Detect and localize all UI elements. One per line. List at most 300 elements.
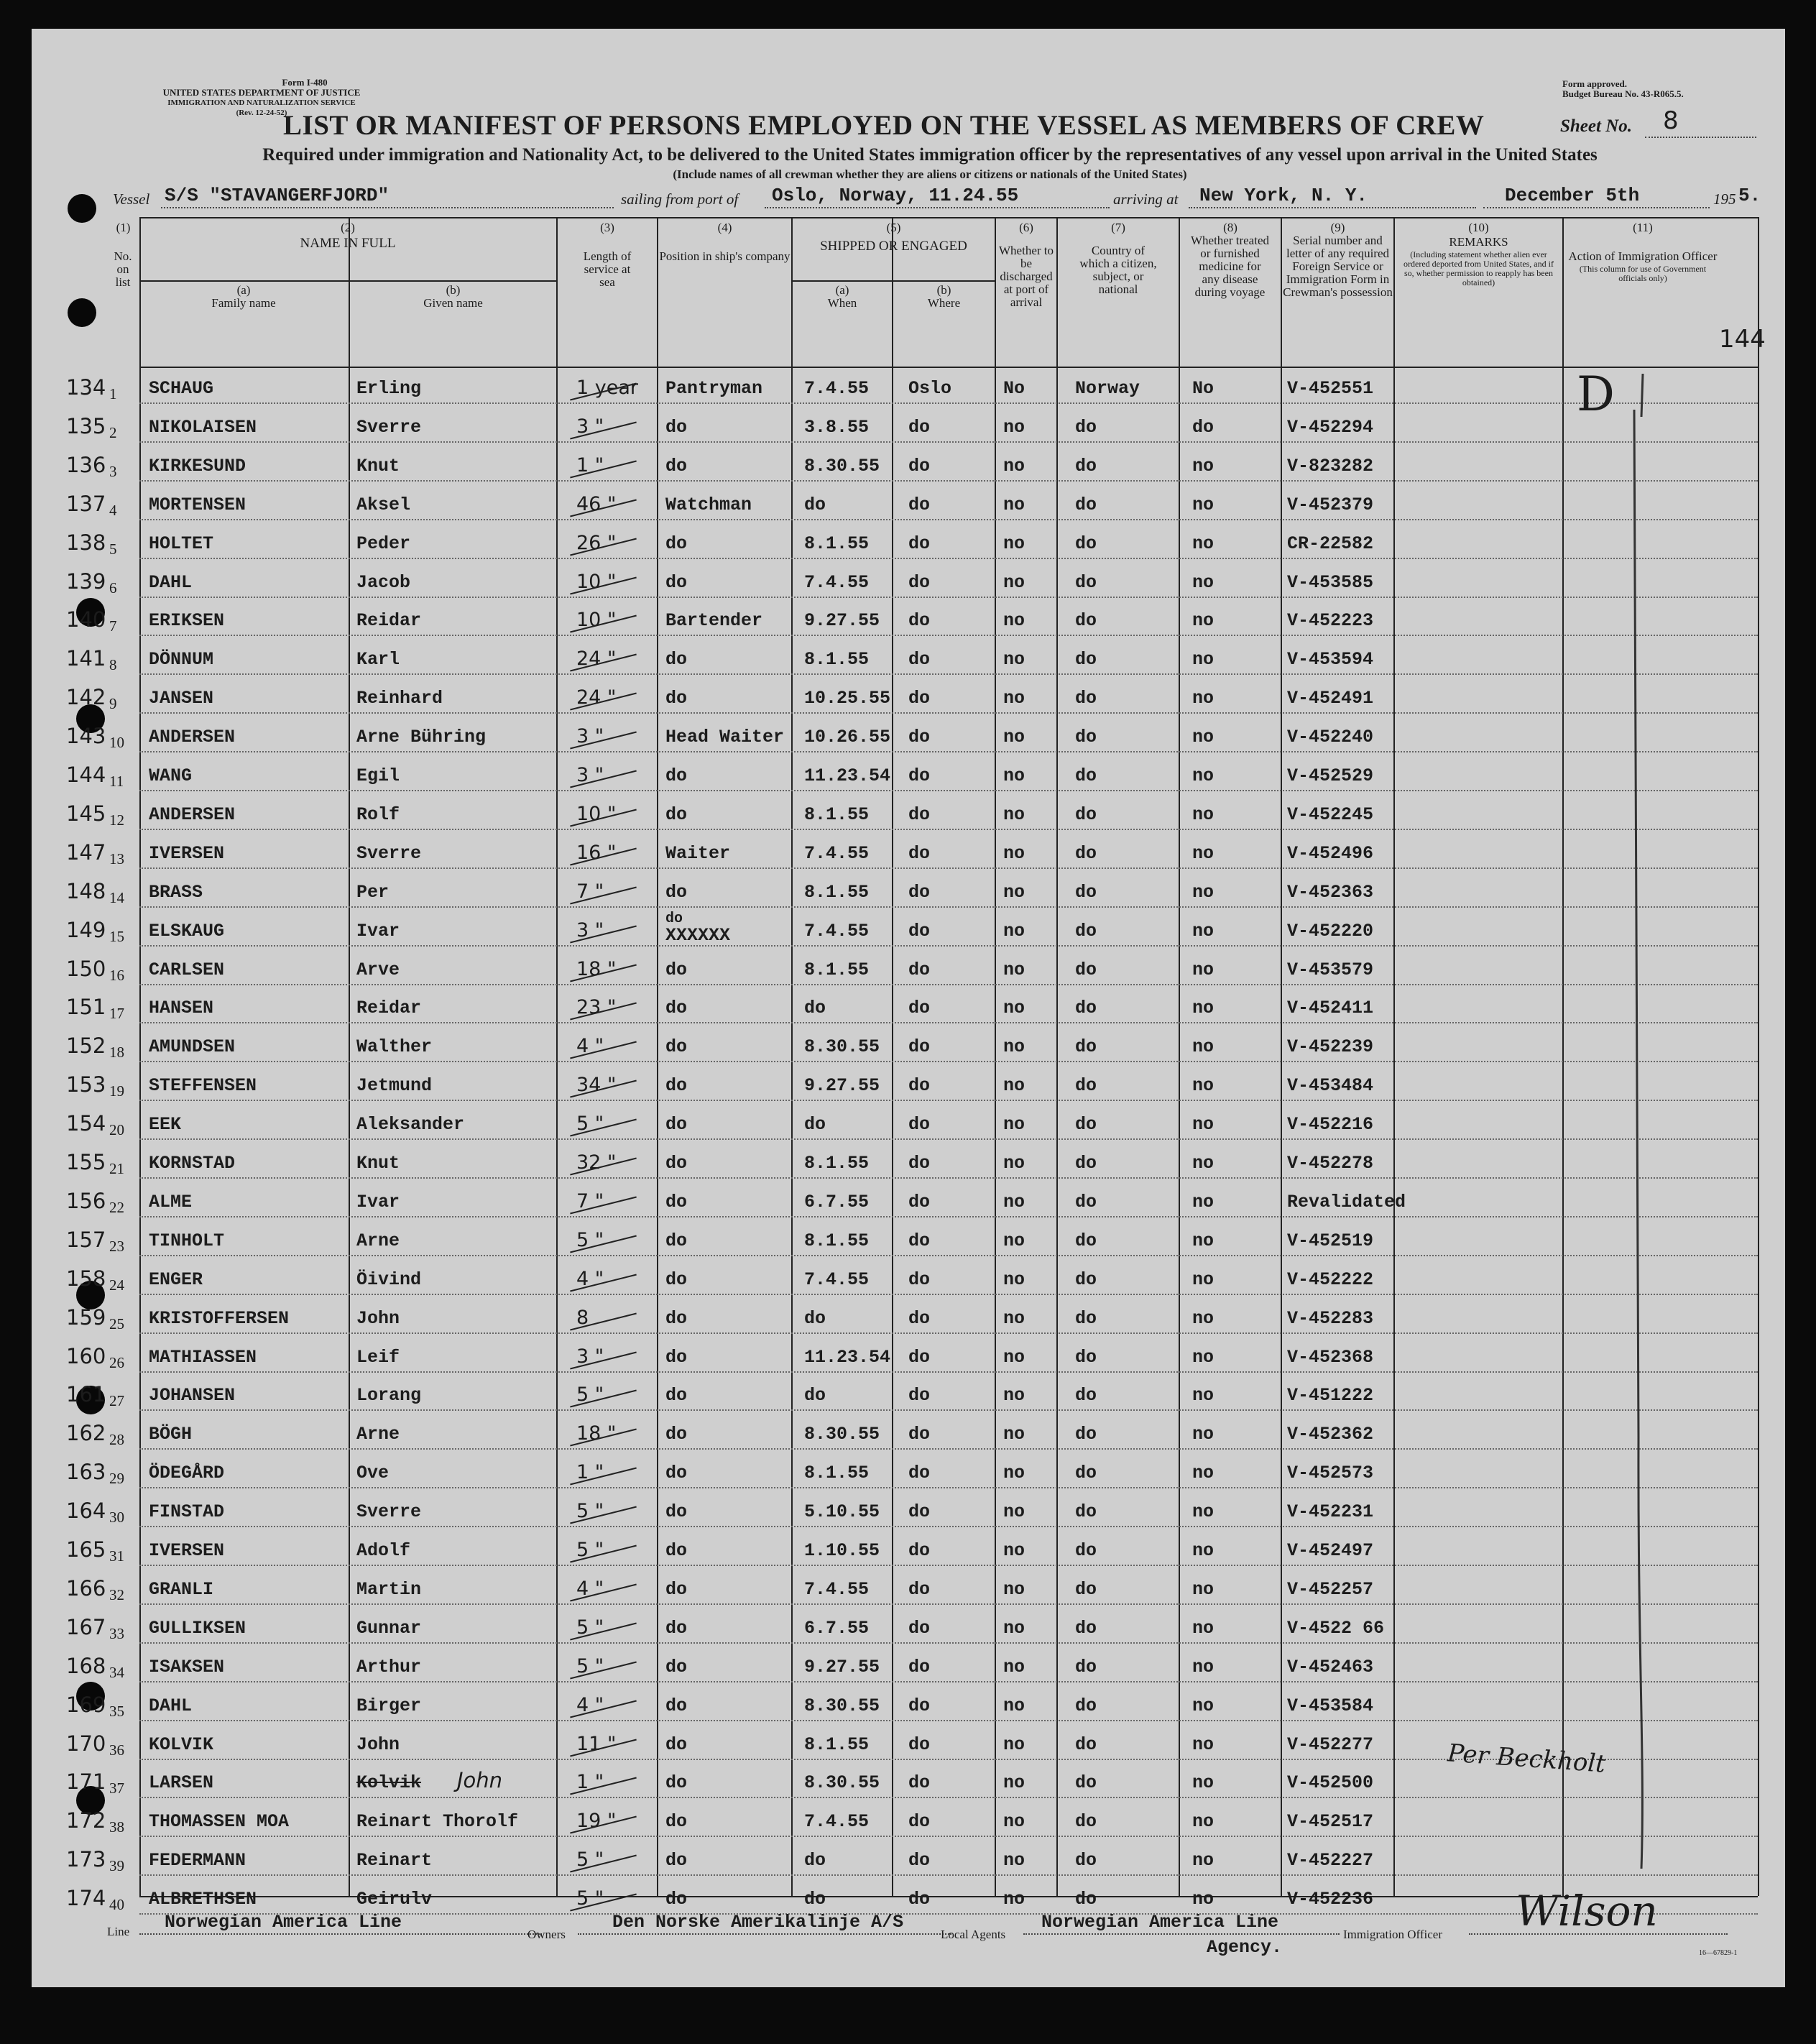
serial-number: V-452463 xyxy=(1287,1656,1374,1677)
engaged-when: do xyxy=(804,1889,826,1910)
row-rule xyxy=(139,867,1758,869)
discharged-at-port: no xyxy=(1003,1153,1025,1174)
length-of-service: 1 year xyxy=(576,377,638,399)
position-in-company: Head Waiter xyxy=(665,727,785,748)
engaged-where: do xyxy=(908,1036,931,1058)
engaged-when: 8.30.55 xyxy=(804,1424,880,1445)
discharged-at-port: no xyxy=(1003,1501,1025,1523)
col11-header: (11) Action of Immigration Officer (This column for use of Government officials only) xyxy=(1568,221,1718,283)
treated-during-voyage: no xyxy=(1192,1307,1214,1329)
length-of-service: 3 " xyxy=(576,919,604,942)
given-name: Birger xyxy=(356,1695,422,1716)
engaged-where: do xyxy=(908,455,931,477)
engaged-when: do xyxy=(804,1114,826,1136)
list-number: 25 xyxy=(109,1315,124,1332)
citizenship-country: do xyxy=(1075,1656,1097,1677)
treated-during-voyage: no xyxy=(1192,1734,1214,1755)
family-name: MATHIASSEN xyxy=(149,1346,257,1368)
list-number: 5 xyxy=(109,540,117,558)
discharged-at-port: no xyxy=(1003,1191,1025,1212)
citizenship-country: do xyxy=(1075,416,1097,438)
engaged-where: do xyxy=(908,1269,931,1290)
list-number: 4 xyxy=(109,501,117,519)
citizenship-country: do xyxy=(1075,533,1097,554)
list-number: 24 xyxy=(109,1276,124,1294)
handwritten-list-number: 144 xyxy=(66,763,106,787)
family-name: FEDERMANN xyxy=(149,1850,246,1872)
position-in-company: Pantryman xyxy=(665,378,763,399)
position-in-company: do xyxy=(665,1578,688,1600)
given-name: Kolvik xyxy=(356,1772,422,1794)
engaged-when: 8.30.55 xyxy=(804,1036,880,1058)
row-rule xyxy=(139,673,1758,675)
given-name: Jetmund xyxy=(356,1075,433,1097)
family-name: ANDERSEN xyxy=(149,727,236,748)
list-number: 35 xyxy=(109,1702,124,1720)
citizenship-country: do xyxy=(1075,1578,1097,1600)
engaged-where: do xyxy=(908,494,931,515)
list-number: 18 xyxy=(109,1044,124,1062)
discharged-at-port: no xyxy=(1003,881,1025,903)
col5a-header: (a) When xyxy=(827,283,857,310)
position-in-company: do xyxy=(665,688,688,709)
position-in-company: do xyxy=(665,1501,688,1523)
department-name: UNITED STATES DEPARTMENT OF JUSTICE xyxy=(162,87,361,98)
length-of-service: 11 " xyxy=(576,1732,617,1755)
list-number: 8 xyxy=(109,656,117,674)
position-in-company: do xyxy=(665,998,688,1019)
serial-number: V-452227 xyxy=(1287,1850,1374,1872)
given-name: Leif xyxy=(356,1346,400,1368)
column-divider xyxy=(349,217,350,1896)
family-name: ÖDEGÅRD xyxy=(149,1463,225,1484)
discharged-at-port: no xyxy=(1003,1811,1025,1833)
column-divider xyxy=(1056,217,1058,1896)
citizenship-country: do xyxy=(1075,1501,1097,1523)
engaged-where: do xyxy=(908,1617,931,1639)
length-of-service: 1 " xyxy=(576,454,604,477)
position-in-company: do xyxy=(665,1850,688,1872)
citizenship-country: do xyxy=(1075,1114,1097,1136)
discharged-at-port: No xyxy=(1003,378,1025,399)
discharged-at-port: no xyxy=(1003,533,1025,554)
engaged-where: do xyxy=(908,1811,931,1833)
agency-value: Agency. xyxy=(1207,1937,1283,1958)
row-rule xyxy=(139,1836,1758,1837)
length-of-service: 24 " xyxy=(576,686,617,709)
serial-number: V-452278 xyxy=(1287,1153,1374,1174)
position-in-company: do xyxy=(665,1811,688,1833)
family-name: ERIKSEN xyxy=(149,610,225,632)
family-name: BRASS xyxy=(149,881,203,903)
citizenship-country: do xyxy=(1075,1850,1097,1872)
citizenship-country: do xyxy=(1075,455,1097,477)
treated-during-voyage: no xyxy=(1192,1889,1214,1910)
row-rule xyxy=(139,1448,1758,1450)
treated-during-voyage: no xyxy=(1192,959,1214,980)
engaged-where: do xyxy=(908,1850,931,1872)
vessel-name: S/S "STAVANGERFJORD" xyxy=(165,185,390,206)
treated-during-voyage: no xyxy=(1192,1075,1214,1097)
serial-number: V-452223 xyxy=(1287,610,1374,632)
list-number: 23 xyxy=(109,1237,124,1255)
list-number: 10 xyxy=(109,734,124,752)
citizenship-country: do xyxy=(1075,1772,1097,1794)
position-in-company: do xyxy=(665,959,688,980)
family-name: WANG xyxy=(149,765,193,786)
discharged-at-port: no xyxy=(1003,1385,1025,1407)
handwritten-list-number: 170 xyxy=(66,1731,106,1756)
engaged-when: 8.30.55 xyxy=(804,455,880,477)
serial-number: V-452529 xyxy=(1287,765,1374,786)
list-number: 38 xyxy=(109,1818,124,1836)
sheet-label: Sheet No. xyxy=(1560,116,1632,136)
handwritten-list-number: 141 xyxy=(66,646,106,671)
serial-number: V-452245 xyxy=(1287,804,1374,825)
engaged-when: 9.27.55 xyxy=(804,610,880,632)
serial-number: V-452236 xyxy=(1287,1889,1374,1910)
length-of-service: 5 " xyxy=(576,1887,604,1910)
row-rule xyxy=(139,945,1758,947)
row-rule xyxy=(139,984,1758,985)
handwritten-list-number: 148 xyxy=(66,878,106,903)
family-name: ELSKAUG xyxy=(149,920,225,942)
treated-during-voyage: no xyxy=(1192,804,1214,825)
length-of-service: 5 " xyxy=(576,1654,604,1677)
serial-number: V-451222 xyxy=(1287,1385,1374,1407)
col3-header: (3) Length of service at sea xyxy=(583,221,632,289)
treated-during-voyage: no xyxy=(1192,881,1214,903)
handwritten-list-number: 155 xyxy=(66,1150,106,1174)
family-name: JANSEN xyxy=(149,688,214,709)
officer-field xyxy=(1469,1933,1728,1935)
discharged-at-port: no xyxy=(1003,494,1025,515)
treated-during-voyage: no xyxy=(1192,1695,1214,1716)
engaged-when: 8.1.55 xyxy=(804,804,870,825)
engaged-when: 8.1.55 xyxy=(804,1463,870,1484)
given-name: Aksel xyxy=(356,494,411,515)
row-rule xyxy=(139,1138,1758,1140)
position-in-company: do xyxy=(665,1269,688,1290)
engaged-when: 7.4.55 xyxy=(804,1269,870,1290)
citizenship-country: do xyxy=(1075,1463,1097,1484)
treated-during-voyage: no xyxy=(1192,1772,1214,1794)
family-name: FINSTAD xyxy=(149,1501,225,1523)
family-name: STEFFENSEN xyxy=(149,1075,257,1097)
position-in-company: do xyxy=(665,1540,688,1561)
position-in-company: do xyxy=(665,1346,688,1368)
col1-header: (1) No. on list xyxy=(114,221,132,289)
family-name: DAHL xyxy=(149,571,193,593)
list-number: 9 xyxy=(109,695,117,713)
row-rule xyxy=(139,712,1758,714)
handwritten-list-number: 147 xyxy=(66,839,106,865)
length-of-service: 1 " xyxy=(576,1461,604,1484)
family-name: JOHANSEN xyxy=(149,1385,236,1407)
row-rule xyxy=(139,829,1758,830)
citizenship-country: do xyxy=(1075,804,1097,825)
discharged-at-port: no xyxy=(1003,688,1025,709)
length-of-service: 4 " xyxy=(576,1693,604,1716)
engaged-where: do xyxy=(908,804,931,825)
list-number: 17 xyxy=(109,1005,124,1023)
handwritten-list-number: 135 xyxy=(66,413,106,438)
family-name: KIRKESUND xyxy=(149,455,246,477)
year-suffix: 5. xyxy=(1738,185,1761,206)
family-name: IVERSEN xyxy=(149,842,225,864)
handwritten-list-number: 150 xyxy=(66,956,106,981)
citizenship-country: do xyxy=(1075,920,1097,942)
column-divider xyxy=(1179,217,1180,1896)
row-rule xyxy=(139,1022,1758,1023)
engaged-when: 3.8.55 xyxy=(804,416,870,438)
family-name: AMUNDSEN xyxy=(149,1036,236,1058)
discharged-at-port: no xyxy=(1003,1772,1025,1794)
treated-during-voyage: no xyxy=(1192,1036,1214,1058)
col10-header: (10) REMARKS (Including statement whether alien ever ordered deported from United States, and if so, whether permission to reapply has been obtained) xyxy=(1404,221,1554,287)
given-name: John xyxy=(356,1307,400,1329)
list-number: 21 xyxy=(109,1160,124,1177)
discharged-at-port: no xyxy=(1003,1463,1025,1484)
engaged-where: do xyxy=(908,1075,931,1097)
discharged-at-port: no xyxy=(1003,1230,1025,1251)
given-name: Gunnar xyxy=(356,1617,422,1639)
serial-number: V-452277 xyxy=(1287,1734,1374,1755)
citizenship-country: do xyxy=(1075,494,1097,515)
given-name: John xyxy=(356,1734,400,1755)
position-in-company: Bartender xyxy=(665,610,763,632)
treated-during-voyage: no xyxy=(1192,1850,1214,1872)
engaged-when: 8.30.55 xyxy=(804,1772,880,1794)
family-name: DAHL xyxy=(149,1695,193,1716)
list-number: 1 xyxy=(109,385,117,402)
treated-during-voyage: no xyxy=(1192,1811,1214,1833)
serial-number: V-452517 xyxy=(1287,1811,1374,1833)
treated-during-voyage: no xyxy=(1192,494,1214,515)
family-name: THOMASSEN MOA xyxy=(149,1811,290,1833)
discharged-at-port: no xyxy=(1003,959,1025,980)
col2b-header: (b) Given name xyxy=(423,283,483,310)
list-number: 3 xyxy=(109,462,117,480)
serial-number: V-452519 xyxy=(1287,1230,1374,1251)
line-field xyxy=(139,1933,542,1935)
length-of-service: 4 " xyxy=(576,1577,604,1600)
list-number: 22 xyxy=(109,1198,124,1216)
handwritten-list-number: 171 xyxy=(66,1769,106,1795)
column-divider xyxy=(892,217,893,1896)
vessel-label: Vessel xyxy=(113,190,150,208)
discharged-at-port: no xyxy=(1003,1578,1025,1600)
given-name: Arne xyxy=(356,1230,400,1251)
sheet-number: 8 xyxy=(1663,106,1679,135)
list-number: 12 xyxy=(109,811,124,829)
page-subtitle-note: (Include names of all crewman whether they are aliens or citizens or nationals of the United States) xyxy=(673,167,1187,181)
list-number: 39 xyxy=(109,1857,124,1875)
column-divider xyxy=(657,217,658,1896)
length-of-service: 5 " xyxy=(576,1616,604,1639)
discharged-at-port: no xyxy=(1003,1075,1025,1097)
position-in-company: do xyxy=(665,1734,688,1755)
handwritten-count: 144 xyxy=(1719,325,1766,354)
given-name: Adolf xyxy=(356,1540,411,1561)
family-name: ENGER xyxy=(149,1269,203,1290)
engaged-when: 9.27.55 xyxy=(804,1075,880,1097)
discharged-at-port: no xyxy=(1003,998,1025,1019)
row-rule xyxy=(139,1874,1758,1876)
discharged-at-port: no xyxy=(1003,1114,1025,1136)
treated-during-voyage: no xyxy=(1192,610,1214,632)
discharged-at-port: no xyxy=(1003,1346,1025,1368)
handwritten-list-number: 142 xyxy=(66,685,106,710)
citizenship-country: do xyxy=(1075,998,1097,1019)
engaged-where: do xyxy=(908,1501,931,1523)
length-of-service: 10 " xyxy=(576,570,617,593)
sailing-port: Oslo, Norway, 11.24.55 xyxy=(772,185,1019,206)
citizenship-country: do xyxy=(1075,765,1097,786)
position-in-company: do xyxy=(665,1656,688,1677)
given-name: Ove xyxy=(356,1463,390,1484)
given-name: Knut xyxy=(356,455,400,477)
discharged-at-port: no xyxy=(1003,1734,1025,1755)
treated-during-voyage: No xyxy=(1192,378,1214,399)
given-name: Karl xyxy=(356,649,400,671)
serial-number: V-452240 xyxy=(1287,727,1374,748)
handwritten-list-number: 163 xyxy=(66,1460,106,1485)
page-title: LIST OR MANIFEST OF PERSONS EMPLOYED ON THE VESSEL AS MEMBERS OF CREW xyxy=(283,110,1485,141)
serial-number: V-823282 xyxy=(1287,455,1374,477)
citizenship-country: do xyxy=(1075,1385,1097,1407)
citizenship-country: do xyxy=(1075,1230,1097,1251)
row-rule xyxy=(139,635,1758,636)
struck-position: XXXXXX xyxy=(665,924,731,946)
engaged-when: 8.1.55 xyxy=(804,1734,870,1755)
print-code: 16—67829-1 xyxy=(1699,1949,1738,1957)
col8-header: (8) Whether treated or furnished medicine for any disease during voyage xyxy=(1190,221,1269,299)
engaged-where: Oslo xyxy=(908,378,952,399)
row-rule xyxy=(139,1720,1758,1721)
treated-during-voyage: no xyxy=(1192,1114,1214,1136)
given-name: Erling xyxy=(356,378,422,399)
page-subtitle: Required under immigration and Nationality Act, to be delivered to the United States immigration officer by the representatives of any vessel upon arrival in the United States xyxy=(262,145,1598,165)
row-rule xyxy=(139,1487,1758,1488)
agents-field xyxy=(1023,1933,1340,1935)
engaged-where: do xyxy=(908,571,931,593)
position-in-company: do xyxy=(665,1695,688,1716)
position-in-company: do xyxy=(665,1463,688,1484)
position-in-company: do xyxy=(665,1114,688,1136)
discharged-at-port: no xyxy=(1003,1617,1025,1639)
handwritten-list-number: 164 xyxy=(66,1499,106,1524)
given-name: Reinart xyxy=(356,1850,433,1872)
col6-header: (6) Whether to be discharged at port of arrival xyxy=(999,221,1054,309)
row-rule xyxy=(139,1216,1758,1217)
row-rule xyxy=(139,480,1758,482)
given-name: Arne xyxy=(356,1424,400,1445)
treated-during-voyage: no xyxy=(1192,1617,1214,1639)
engaged-where: do xyxy=(908,1656,931,1677)
engaged-when: 7.4.55 xyxy=(804,842,870,864)
citizenship-country: do xyxy=(1075,1695,1097,1716)
handwritten-list-number: 143 xyxy=(66,724,106,749)
engaged-when: do xyxy=(804,1307,826,1329)
citizenship-country: do xyxy=(1075,1346,1097,1368)
handwritten-mark: D xyxy=(1577,367,1615,422)
serial-number: V-452294 xyxy=(1287,416,1374,438)
position-in-company: Waiter xyxy=(665,842,731,864)
remark-signature: Per Beckholt xyxy=(1446,1739,1607,1779)
engaged-when: 8.30.55 xyxy=(804,1695,880,1716)
engaged-when: 8.1.55 xyxy=(804,533,870,554)
family-name: ANDERSEN xyxy=(149,804,236,825)
length-of-service: 19 " xyxy=(576,1810,617,1833)
row-rule xyxy=(139,1332,1758,1334)
row-rule xyxy=(139,402,1758,404)
handwritten-list-number: 153 xyxy=(66,1072,106,1097)
column-divider xyxy=(791,217,793,1896)
serial-number: CR-22582 xyxy=(1287,533,1374,554)
length-of-service: 3 " xyxy=(576,1345,604,1368)
handwritten-bracket-line xyxy=(1598,359,1684,1941)
officer-label: Immigration Officer xyxy=(1343,1928,1443,1941)
serial-number: V-452239 xyxy=(1287,1036,1374,1058)
handwritten-list-number: 137 xyxy=(66,491,106,516)
citizenship-country: do xyxy=(1075,1269,1097,1290)
service-name: IMMIGRATION AND NATURALIZATION SERVICE xyxy=(167,98,356,107)
engaged-when: 1.10.55 xyxy=(804,1540,880,1561)
serial-number: V-453594 xyxy=(1287,649,1374,671)
length-of-service: 7 " xyxy=(576,1189,604,1212)
serial-number: V-452231 xyxy=(1287,1501,1374,1523)
serial-number: V-452362 xyxy=(1287,1424,1374,1445)
discharged-at-port: no xyxy=(1003,765,1025,786)
engaged-when: 6.7.55 xyxy=(804,1191,870,1212)
handwritten-list-number: 168 xyxy=(66,1653,106,1678)
engaged-where: do xyxy=(908,1191,931,1212)
position-in-company: do xyxy=(665,1424,688,1445)
engaged-when: 8.1.55 xyxy=(804,1230,870,1251)
engaged-when: 11.23.54 xyxy=(804,1346,891,1368)
citizenship-country: do xyxy=(1075,881,1097,903)
serial-number: V-453585 xyxy=(1287,571,1374,593)
length-of-service: 10 " xyxy=(576,802,617,825)
position-in-company: do xyxy=(665,804,688,825)
citizenship-country: do xyxy=(1075,571,1097,593)
engaged-where: do xyxy=(908,610,931,632)
length-of-service: 5 " xyxy=(576,1849,604,1872)
family-name: IVERSEN xyxy=(149,1540,225,1561)
given-name: Öivind xyxy=(356,1269,422,1290)
engaged-where: do xyxy=(908,1578,931,1600)
position-in-company: do xyxy=(665,1385,688,1407)
agents-value: Norwegian America Line xyxy=(1041,1912,1279,1933)
treated-during-voyage: no xyxy=(1192,1230,1214,1251)
engaged-where: do xyxy=(908,1153,931,1174)
handwritten-list-number: 165 xyxy=(66,1537,106,1562)
col5b-header: (b) Where xyxy=(927,283,961,310)
row-rule xyxy=(139,1294,1758,1295)
owners-value: Den Norske Amerikalinje A/S xyxy=(612,1912,904,1933)
treated-during-voyage: no xyxy=(1192,1656,1214,1677)
given-name: Arthur xyxy=(356,1656,422,1677)
length-of-service: 5 " xyxy=(576,1113,604,1136)
handwritten-list-number: 136 xyxy=(66,452,106,477)
handwritten-list-number: 159 xyxy=(66,1304,106,1330)
given-name: Jacob xyxy=(356,571,411,593)
length-of-service: 5 " xyxy=(576,1539,604,1561)
list-number: 27 xyxy=(109,1392,124,1410)
family-name: KRISTOFFERSEN xyxy=(149,1307,290,1329)
treated-during-voyage: no xyxy=(1192,533,1214,554)
